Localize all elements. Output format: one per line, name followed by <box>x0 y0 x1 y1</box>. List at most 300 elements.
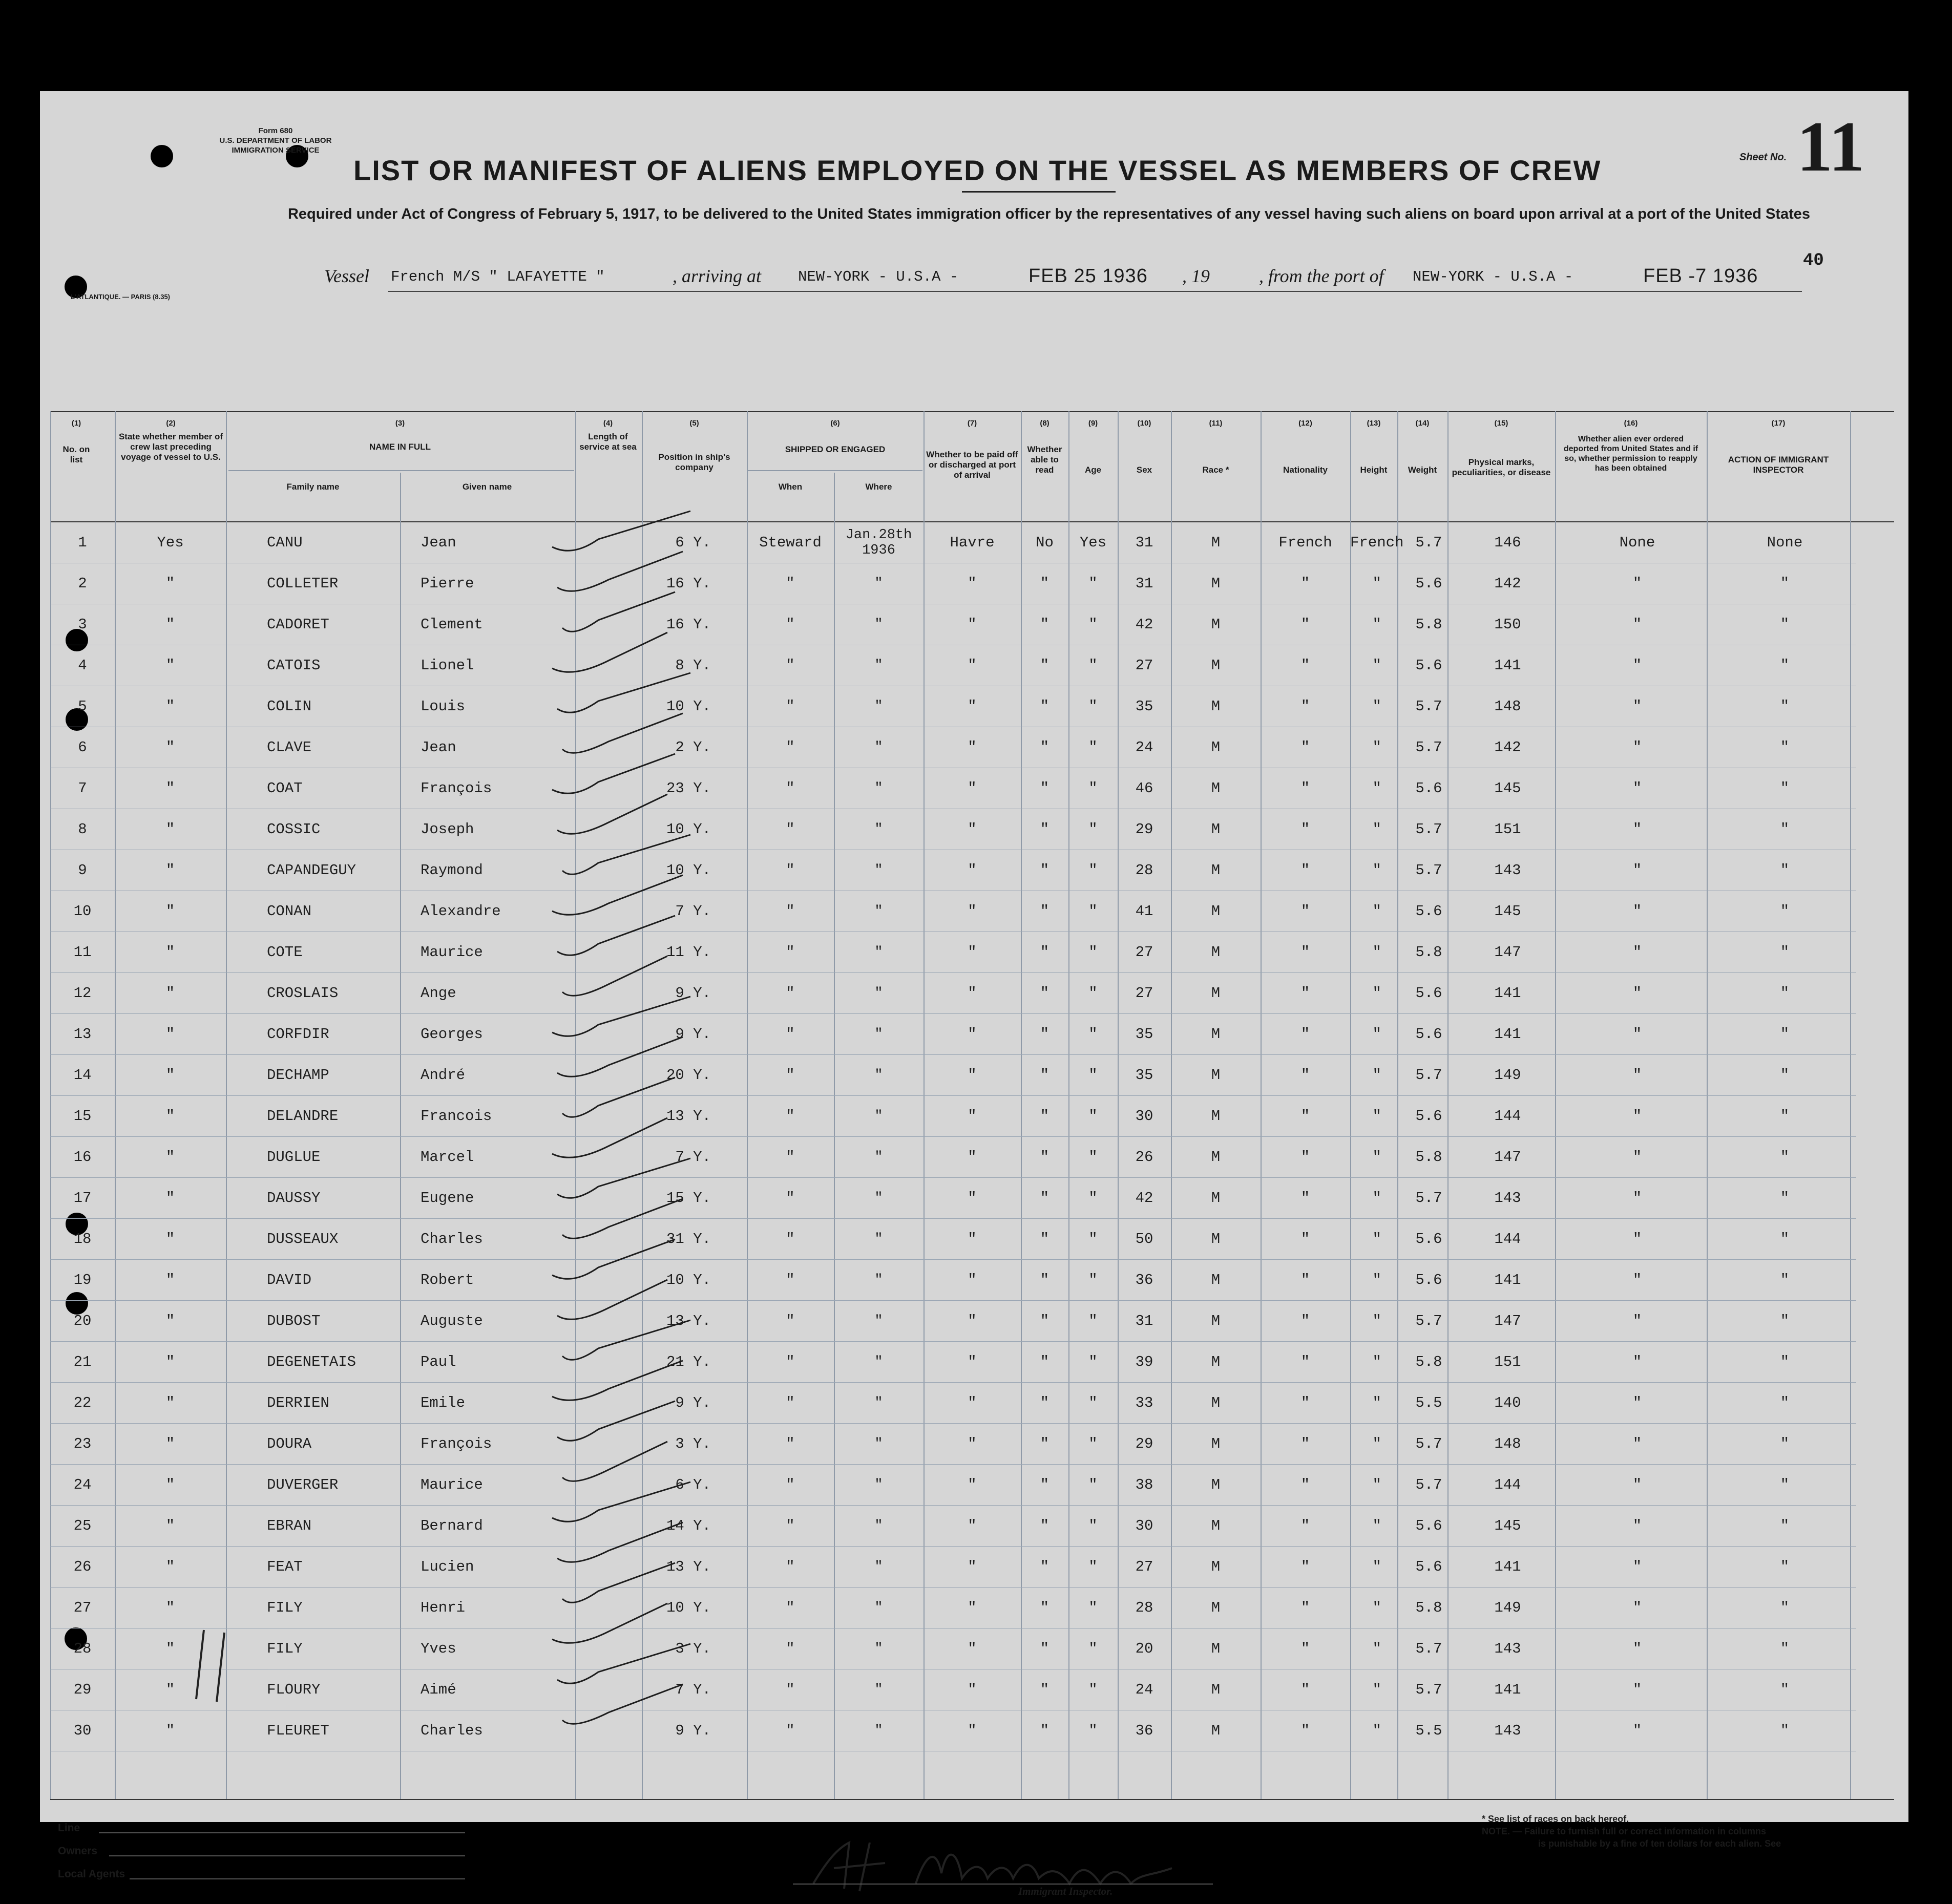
weight: 141 <box>1454 645 1561 686</box>
table-row <box>50 891 1856 932</box>
physical-marks: " <box>1561 1219 1713 1260</box>
previous-voyage: " <box>115 1383 226 1424</box>
year-label: , 19 <box>1182 266 1210 286</box>
weight: 143 <box>1454 1628 1561 1669</box>
footer-line-rule <box>99 1832 465 1833</box>
deported-status: " <box>1713 1055 1856 1096</box>
race: " <box>1261 1383 1350 1424</box>
paid-off: " <box>1021 973 1068 1014</box>
arrival-date-stamp: FEB 25 1936 <box>1029 265 1148 287</box>
shipped-where: " <box>923 973 1021 1014</box>
length-of-service: 3 Y. <box>575 1424 747 1465</box>
age: 33 <box>1118 1383 1171 1424</box>
age: 41 <box>1118 891 1171 932</box>
nationality: " <box>1350 973 1403 1014</box>
physical-marks: " <box>1561 1014 1713 1055</box>
footer-owners-rule <box>109 1855 465 1856</box>
shipped-when: " <box>834 891 923 932</box>
given-name: Ange <box>400 973 575 1014</box>
able-to-read: " <box>1068 727 1118 768</box>
position: " <box>747 686 834 727</box>
age: 24 <box>1118 1669 1171 1710</box>
nationality: " <box>1350 1219 1403 1260</box>
footnotes <box>1482 1813 1907 1850</box>
col-9-number: (9) <box>1088 419 1098 428</box>
col-4-header: Length of service at sea <box>579 432 637 452</box>
height: 5.8 <box>1403 1137 1454 1178</box>
paid-off: No <box>1021 522 1068 563</box>
height: 5.5 <box>1403 1383 1454 1424</box>
length-of-service: 9 Y. <box>575 1710 747 1751</box>
race: " <box>1261 1628 1350 1669</box>
paid-off: " <box>1021 645 1068 686</box>
shipped-where: " <box>923 1383 1021 1424</box>
previous-voyage: " <box>115 1669 226 1710</box>
deported-status: " <box>1713 1710 1856 1751</box>
family-name: DUBOST <box>226 1301 400 1342</box>
given-name: Pierre <box>400 563 575 604</box>
physical-marks: " <box>1561 727 1713 768</box>
deported-status: " <box>1713 1383 1856 1424</box>
weight: 144 <box>1454 1465 1561 1506</box>
col-13-header: Height <box>1360 465 1388 475</box>
race: " <box>1261 1669 1350 1710</box>
check-mark <box>562 1563 675 1602</box>
col-6-number: (6) <box>830 419 840 428</box>
check-mark <box>557 1401 675 1441</box>
paid-off: " <box>1021 604 1068 645</box>
col-13-number: (13) <box>1367 419 1381 428</box>
shipped-where: " <box>923 1260 1021 1301</box>
position: " <box>747 1424 834 1465</box>
length-of-service: 10 Y. <box>575 686 747 727</box>
paid-off: " <box>1021 850 1068 891</box>
shipped-where: " <box>923 1669 1021 1710</box>
table-row <box>50 604 1856 645</box>
given-name: Emile <box>400 1383 575 1424</box>
nationality: " <box>1350 850 1403 891</box>
nationality: " <box>1350 1506 1403 1547</box>
nationality: " <box>1350 1465 1403 1506</box>
department-name: U.S. DEPARTMENT OF LABOR <box>219 136 332 145</box>
paid-off: " <box>1021 891 1068 932</box>
col-8-header: Whether able to read <box>1027 445 1062 475</box>
deported-status: " <box>1713 1301 1856 1342</box>
col-9-header: Age <box>1084 465 1102 475</box>
deported-status: None <box>1713 522 1856 563</box>
position: Steward <box>747 522 834 563</box>
previous-voyage: " <box>115 850 226 891</box>
position: " <box>747 1465 834 1506</box>
length-of-service: 9 Y. <box>575 1014 747 1055</box>
family-name: CANU <box>226 522 400 563</box>
height: 5.7 <box>1403 809 1454 850</box>
deported-status: " <box>1713 809 1856 850</box>
col-11-number: (11) <box>1209 419 1223 428</box>
shipped-when: " <box>834 850 923 891</box>
nationality: French <box>1350 522 1403 563</box>
shipped-when: " <box>834 1628 923 1669</box>
nationality: " <box>1350 645 1403 686</box>
height: 5.7 <box>1403 1055 1454 1096</box>
weight: 144 <box>1454 1219 1561 1260</box>
page-title: LIST OR MANIFEST OF ALIENS EMPLOYED ON THE VESSEL AS MEMBERS OF CREW <box>353 154 1602 186</box>
race: French <box>1261 522 1350 563</box>
shipped-when: " <box>834 563 923 604</box>
check-mark <box>557 673 690 712</box>
shipped-when: Jan.28th 1936 <box>834 522 923 563</box>
check-mark <box>557 794 667 834</box>
shipped-where: " <box>923 1014 1021 1055</box>
age: 27 <box>1118 973 1171 1014</box>
check-mark <box>562 1320 690 1360</box>
check-mark <box>562 1684 683 1724</box>
race: " <box>1261 768 1350 809</box>
check-mark <box>552 511 690 551</box>
col-16-number: (16) <box>1624 419 1638 428</box>
check-mark <box>562 835 690 874</box>
weight: 150 <box>1454 604 1561 645</box>
sex: M <box>1171 1096 1261 1137</box>
row-number: 29 <box>50 1669 115 1710</box>
table-row <box>50 1465 1856 1506</box>
height: 5.7 <box>1403 1628 1454 1669</box>
vessel-label: Vessel <box>324 266 369 286</box>
physical-marks: " <box>1561 604 1713 645</box>
family-name: CLAVE <box>226 727 400 768</box>
shipped-where: " <box>923 768 1021 809</box>
form-number: Form 680 <box>258 126 293 135</box>
sex: M <box>1171 604 1261 645</box>
race: " <box>1261 1178 1350 1219</box>
deported-status: " <box>1713 1669 1856 1710</box>
given-name: Henri <box>400 1588 575 1628</box>
given-name: André <box>400 1055 575 1096</box>
previous-voyage: " <box>115 645 226 686</box>
sex: M <box>1171 1301 1261 1342</box>
shipped-where: " <box>923 1547 1021 1588</box>
check-mark <box>552 632 667 672</box>
col-17-header: ACTION OF IMMIGRANT INSPECTOR <box>1728 455 1829 475</box>
physical-marks: " <box>1561 1710 1713 1751</box>
deported-status: " <box>1713 1547 1856 1588</box>
paid-off: " <box>1021 1547 1068 1588</box>
shipped-when: " <box>834 1465 923 1506</box>
table-row <box>50 1096 1856 1137</box>
table-row <box>50 1710 1856 1751</box>
height: 5.6 <box>1403 1506 1454 1547</box>
paid-off: " <box>1021 563 1068 604</box>
check-mark <box>557 1522 683 1562</box>
race: " <box>1261 1710 1350 1751</box>
age: 28 <box>1118 1588 1171 1628</box>
position: " <box>747 604 834 645</box>
given-name: Louis <box>400 686 575 727</box>
inspector-signature <box>783 1827 1244 1904</box>
shipped-when: " <box>834 809 923 850</box>
position: " <box>747 932 834 973</box>
given-name: Maurice <box>400 1465 575 1506</box>
sex: M <box>1171 563 1261 604</box>
height: 5.7 <box>1403 1465 1454 1506</box>
col-17-number: (17) <box>1771 419 1786 428</box>
row-number: 23 <box>50 1424 115 1465</box>
check-mark <box>557 1644 690 1683</box>
form-id-block <box>209 126 342 155</box>
row-number: 5 <box>50 686 115 727</box>
family-name: FEAT <box>226 1547 400 1588</box>
table-row <box>50 1628 1856 1669</box>
race: " <box>1261 1547 1350 1588</box>
table-row <box>50 727 1856 768</box>
length-of-service: 15 Y. <box>575 1178 747 1219</box>
table-row <box>50 1383 1856 1424</box>
shipped-when: " <box>834 973 923 1014</box>
able-to-read: " <box>1068 1014 1118 1055</box>
given-name: Charles <box>400 1710 575 1751</box>
shipped-where: " <box>923 1710 1021 1751</box>
row-number: 25 <box>50 1506 115 1547</box>
check-mark <box>552 1603 667 1643</box>
col-2-number: (2) <box>166 419 176 428</box>
check-mark <box>557 916 675 955</box>
deported-status: " <box>1713 1260 1856 1301</box>
length-of-service: 31 Y. <box>575 1219 747 1260</box>
row-number: 13 <box>50 1014 115 1055</box>
sex: M <box>1171 1260 1261 1301</box>
shipped-when: " <box>834 1301 923 1342</box>
able-to-read: " <box>1068 686 1118 727</box>
shipped-when: " <box>834 1710 923 1751</box>
previous-voyage: " <box>115 1424 226 1465</box>
family-name: DOURA <box>226 1424 400 1465</box>
weight: 145 <box>1454 768 1561 809</box>
length-of-service: 3 Y. <box>575 1628 747 1669</box>
shipped-where: " <box>923 1096 1021 1137</box>
height: 5.7 <box>1403 522 1454 563</box>
height: 5.8 <box>1403 1588 1454 1628</box>
previous-voyage: Yes <box>115 522 226 563</box>
race: " <box>1261 604 1350 645</box>
weight: 141 <box>1454 973 1561 1014</box>
row-number: 10 <box>50 891 115 932</box>
table-row <box>50 1424 1856 1465</box>
nationality: " <box>1350 1547 1403 1588</box>
previous-voyage: " <box>115 1547 226 1588</box>
paid-off: " <box>1021 932 1068 973</box>
race: " <box>1261 932 1350 973</box>
height: 5.7 <box>1403 727 1454 768</box>
position: " <box>747 1219 834 1260</box>
weight: 148 <box>1454 1424 1561 1465</box>
able-to-read: " <box>1068 563 1118 604</box>
previous-voyage: " <box>115 727 226 768</box>
deported-status: " <box>1713 645 1856 686</box>
height: 5.6 <box>1403 1547 1454 1588</box>
length-of-service: 10 Y. <box>575 1260 747 1301</box>
table-row <box>50 1055 1856 1096</box>
paid-off: " <box>1021 1424 1068 1465</box>
title-underline <box>962 191 1116 193</box>
check-mark <box>562 956 667 996</box>
penalty-note: NOTE. — Failure to furnish full or correct information in columns <box>1482 1826 1767 1836</box>
sex: M <box>1171 1342 1261 1383</box>
family-name: FILY <box>226 1628 400 1669</box>
shipped-where: " <box>923 932 1021 973</box>
given-name: Robert <box>400 1260 575 1301</box>
nationality: " <box>1350 1055 1403 1096</box>
previous-voyage: " <box>115 1055 226 1096</box>
physical-marks: " <box>1561 1588 1713 1628</box>
row-number: 22 <box>50 1383 115 1424</box>
physical-marks: " <box>1561 932 1713 973</box>
paid-off: " <box>1021 1506 1068 1547</box>
row-number: 6 <box>50 727 115 768</box>
shipped-where: " <box>923 1219 1021 1260</box>
race: " <box>1261 1096 1350 1137</box>
nationality: " <box>1350 891 1403 932</box>
deported-status: " <box>1713 1342 1856 1383</box>
given-name: Charles <box>400 1219 575 1260</box>
shipped-where: " <box>923 1588 1021 1628</box>
punch-hole <box>151 145 173 167</box>
race: " <box>1261 645 1350 686</box>
shipped-where: " <box>923 1342 1021 1383</box>
previous-voyage: " <box>115 1301 226 1342</box>
weight: 149 <box>1454 1055 1561 1096</box>
previous-voyage: " <box>115 973 226 1014</box>
given-name: Auguste <box>400 1301 575 1342</box>
physical-marks: " <box>1561 1055 1713 1096</box>
age: 50 <box>1118 1219 1171 1260</box>
paid-off: " <box>1021 686 1068 727</box>
row-number: 8 <box>50 809 115 850</box>
nationality: " <box>1350 1137 1403 1178</box>
length-of-service: 2 Y. <box>575 727 747 768</box>
age: 27 <box>1118 645 1171 686</box>
race: " <box>1261 1506 1350 1547</box>
age: 29 <box>1118 1424 1171 1465</box>
penalty-note-continued: is punishable by a fine of ten dollars for each alien. See <box>1538 1838 1781 1849</box>
weight: 142 <box>1454 727 1561 768</box>
physical-marks: " <box>1561 850 1713 891</box>
given-name: Georges <box>400 1014 575 1055</box>
table-row <box>50 1669 1856 1710</box>
race: " <box>1261 1219 1350 1260</box>
shipped-when: " <box>834 1055 923 1096</box>
shipped-when: " <box>834 645 923 686</box>
table-row <box>50 522 1856 563</box>
from-label: , from the port of <box>1259 266 1384 286</box>
family-name: COTE <box>226 932 400 973</box>
able-to-read: " <box>1068 1055 1118 1096</box>
check-marks <box>542 480 716 1740</box>
physical-marks: " <box>1561 1342 1713 1383</box>
physical-marks: " <box>1561 891 1713 932</box>
col-6-when-header: When <box>778 482 803 492</box>
shipped-where: " <box>923 1137 1021 1178</box>
col-3-sub-rule <box>228 470 574 471</box>
weight: 141 <box>1454 1669 1561 1710</box>
header-top-rule <box>50 411 1894 412</box>
able-to-read: " <box>1068 1137 1118 1178</box>
physical-marks: None <box>1561 522 1713 563</box>
age: 24 <box>1118 727 1171 768</box>
physical-marks: " <box>1561 1096 1713 1137</box>
check-mark <box>552 875 683 915</box>
physical-marks: " <box>1561 563 1713 604</box>
race: " <box>1261 1424 1350 1465</box>
previous-voyage: " <box>115 1096 226 1137</box>
height: 5.6 <box>1403 563 1454 604</box>
table-row <box>50 1301 1856 1342</box>
table-row <box>50 1178 1856 1219</box>
physical-marks: " <box>1561 973 1713 1014</box>
position: " <box>747 1383 834 1424</box>
age: 38 <box>1118 1465 1171 1506</box>
given-name: Marcel <box>400 1137 575 1178</box>
family-name: CAPANDEGUY <box>226 850 400 891</box>
age: 35 <box>1118 686 1171 727</box>
col-7-number: (7) <box>967 419 977 428</box>
table-row <box>50 768 1856 809</box>
paid-off: " <box>1021 1055 1068 1096</box>
shipped-when: " <box>834 1219 923 1260</box>
previous-voyage: " <box>115 1506 226 1547</box>
position: " <box>747 1710 834 1751</box>
weight: 148 <box>1454 686 1561 727</box>
row-number: 4 <box>50 645 115 686</box>
age: 27 <box>1118 932 1171 973</box>
age: 36 <box>1118 1710 1171 1751</box>
shipped-when: " <box>834 686 923 727</box>
col-6-where-header: Where <box>865 482 892 492</box>
row-number: 1 <box>50 522 115 563</box>
sheet-number: 11 <box>1797 107 1865 186</box>
paid-off: " <box>1021 1137 1068 1178</box>
length-of-service: 16 Y. <box>575 604 747 645</box>
shipped-when: " <box>834 1137 923 1178</box>
vessel-name: French M/S " LAFAYETTE " <box>391 268 605 285</box>
row-number: 17 <box>50 1178 115 1219</box>
position: " <box>747 768 834 809</box>
departure-date-stamp: FEB -7 1936 <box>1643 265 1758 287</box>
footer-line-label: Line <box>58 1822 80 1834</box>
check-mark <box>557 1280 667 1319</box>
able-to-read: " <box>1068 645 1118 686</box>
weight: 140 <box>1454 1383 1561 1424</box>
age: 35 <box>1118 1055 1171 1096</box>
col-2-header: State whether member of crew last preceding voyage of vessel to U.S. <box>118 432 223 462</box>
sex: M <box>1171 727 1261 768</box>
family-name: DAUSSY <box>226 1178 400 1219</box>
family-name: COLIN <box>226 686 400 727</box>
row-number: 20 <box>50 1301 115 1342</box>
age: 31 <box>1118 1301 1171 1342</box>
paid-off: " <box>1021 1628 1068 1669</box>
sex: M <box>1171 1628 1261 1669</box>
vessel-line <box>40 265 1908 296</box>
check-mark <box>562 1077 675 1117</box>
age: 29 <box>1118 809 1171 850</box>
weight: 147 <box>1454 932 1561 973</box>
shipped-when: " <box>834 727 923 768</box>
given-name: Eugene <box>400 1178 575 1219</box>
col-15-number: (15) <box>1494 419 1508 428</box>
position: " <box>747 1301 834 1342</box>
length-of-service: 13 Y. <box>575 1301 747 1342</box>
height: 5.7 <box>1403 1301 1454 1342</box>
